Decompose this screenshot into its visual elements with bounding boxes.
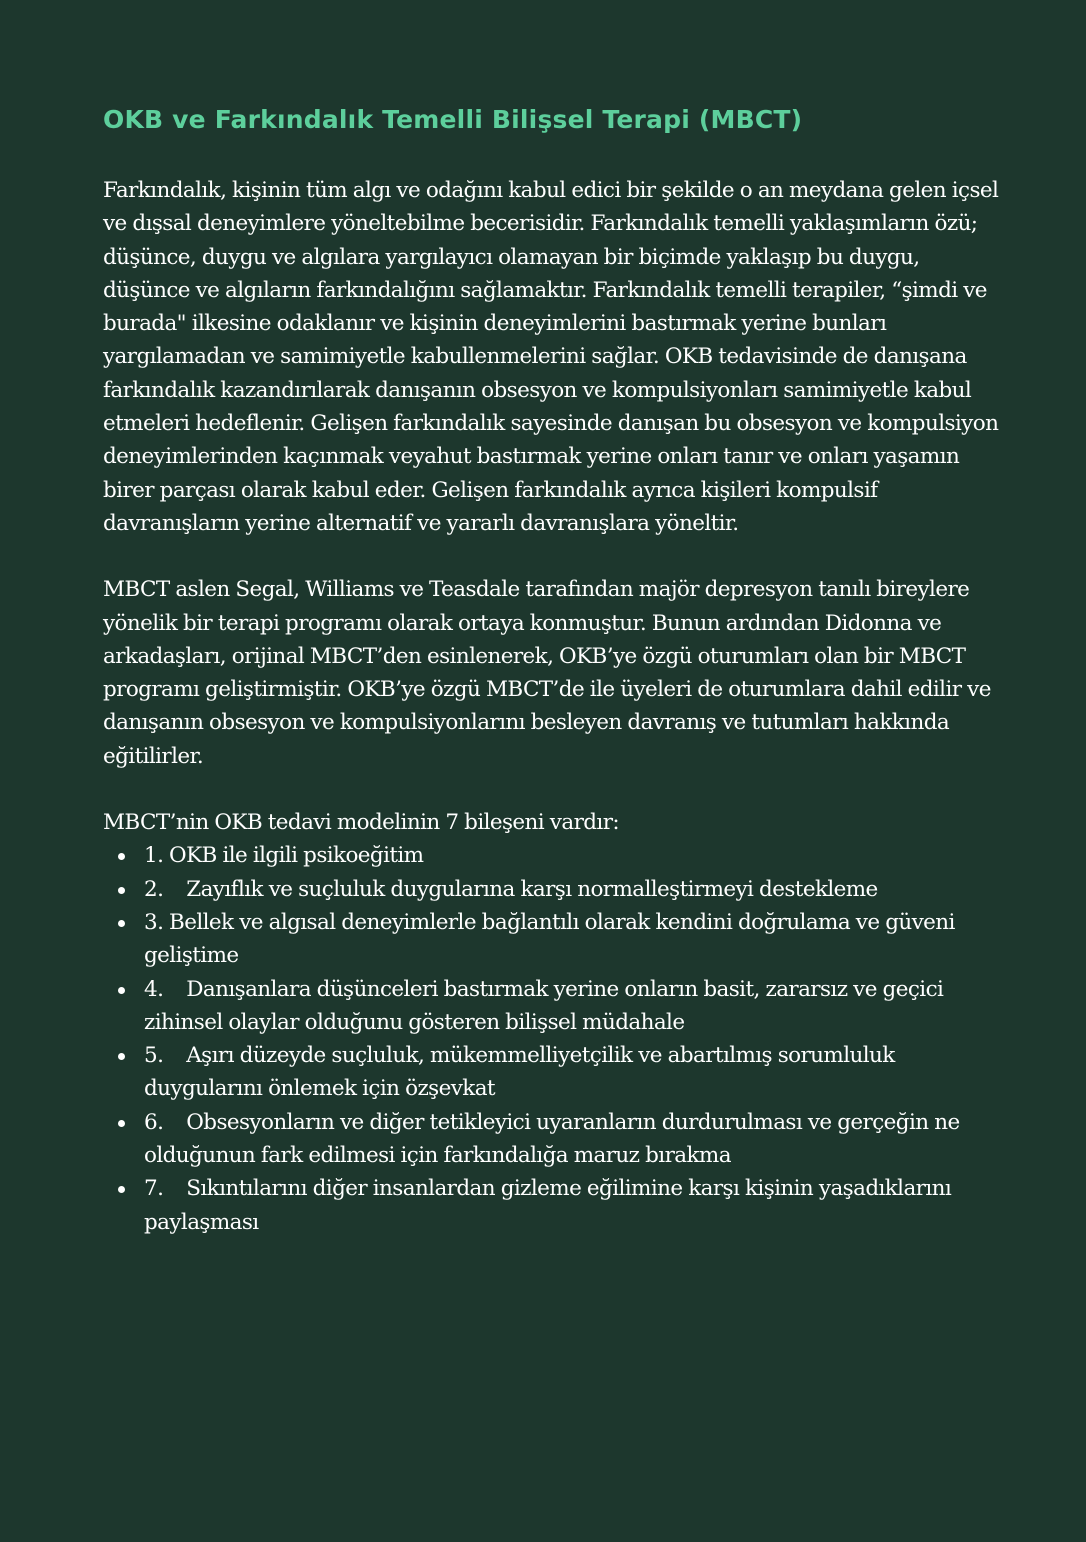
list-item (103, 839, 1003, 872)
list-item-text: 1. OKB ile ilgili psikoeğitim (144, 843, 424, 869)
list-item (103, 906, 1003, 973)
document-page (103, 100, 1003, 1239)
list-item (103, 973, 1003, 1040)
list-item-text: 6. Obsesyonların ve diğer tetikleyici uyaranların durdurulması ve gerçeğin ne olduğunun fark edilmesi için farkındalığa maruz bırakma (144, 1109, 966, 1169)
list-item-text: 5. Aşırı düzeyde suçluluk, mükemmelliyetçilik ve abartılmış sorumluluk duygularını önlemek için özşevkat (144, 1043, 901, 1102)
bullet-dot-icon (118, 1120, 125, 1127)
list-item (103, 873, 1003, 906)
list-item (103, 1172, 1003, 1239)
mbct-history-paragraph: MBCT aslen Segal, Williams ve Teasdale tarafından majör depresyon tanılı bireylere yönelik bir terapi programı olarak ortaya konmuştur. Bunun ardından Didonna ve arkadaşları, orijinal MBCT’den esinlenerek, OKB’ye özgü oturumları olan bir MBCT programı geliştirmiştir. OKB’ye özgü MBCT’de ile üyeleri de oturumlara dahil edilir ve danışanın obsesyon ve kompulsiyonlarını besleyen davranış ve tutumları hakkında eğitilirler. (103, 577, 991, 769)
list-item-text: 7. Sıkıntılarını diğer insanlardan gizleme eğilimine karşı kişinin yaşadıklarını paylaşması (144, 1176, 957, 1235)
list-item-text: 4. Danışanlara düşünceleri bastırmak yerine onların basit, zararsız ve geçici zihinsel olaylar olduğunu gösteren bilişsel müdahale (144, 976, 950, 1035)
page-title: OKB ve Farkındalık Temelli Bilişsel Terapi (MBCT) (103, 105, 803, 134)
list-item-text: 2. Zayıflık ve suçluluk duygularına karşı normalleştirmeyi destekleme (144, 876, 878, 902)
bullet-dot-icon (118, 987, 125, 994)
components-intro: MBCT’nin OKB tedavi modelinin 7 bileşeni vardır: (103, 810, 620, 836)
list-item (103, 1106, 1003, 1173)
bullet-dot-icon (118, 1053, 125, 1060)
bullet-dot-icon (118, 920, 125, 927)
bullet-dot-icon (118, 1186, 125, 1193)
bullet-dot-icon (118, 887, 125, 894)
components-list (103, 839, 1003, 1239)
list-item-text: 3. Bellek ve algısal deneyimlerle bağlantılı olarak kendini doğrulama ve güveni geliştime (144, 909, 961, 969)
mindfulness-paragraph: Farkındalık, kişinin tüm algı ve odağını kabul edici bir şekilde o an meydana gelen içsel ve dışsal deneyimlere yöneltebilme becerisidir. Farkındalık temelli yaklaşımların özü; düşünce, duygu ve algılara yargılayıcı olamayan bir biçimde yaklaşıp bu duygu, düşünce ve algıların farkındalığını sağlamaktır. Farkındalık temelli terapiler, “şimdi ve burada" ilkesine odaklanır ve kişinin deneyimlerini bastırmak yerine bunları yargılamadan ve samimiyetle kabullenmelerini sağlar. OKB tedavisinde de danışana farkındalık kazandırılarak danışanın obsesyon ve kompulsiyonları samimiyetle kabul etmeleri hedeflenir. Gelişen farkındalık sayesinde danışan bu obsesyon ve kompulsiyon deneyimlerinden kaçınmak veyahut bastırmak yerine onları tanır ve onları yaşamın birer parçası olarak kabul eder. Gelişen farkındalık ayrıca kişileri kompulsif davranışların yerine alternatif ve yararlı davranışlara yöneltir. (103, 178, 999, 536)
bullet-dot-icon (118, 853, 125, 860)
list-item (103, 1039, 1003, 1106)
